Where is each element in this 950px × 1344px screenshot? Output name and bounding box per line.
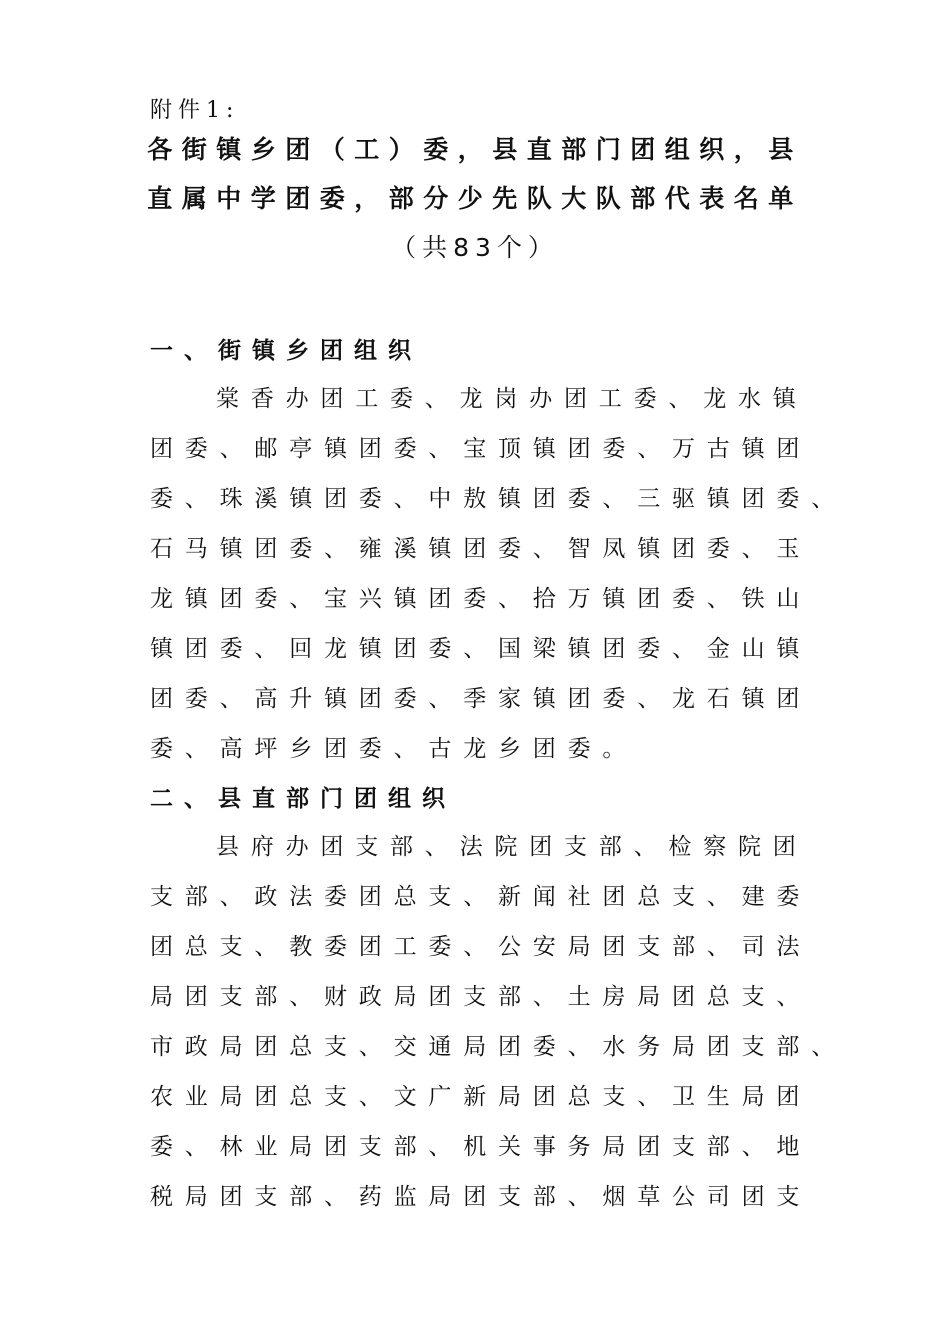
paragraph-line: 委、高坪乡团委、古龙乡团委。 (150, 736, 638, 762)
paragraph-line: 市政局团总支、交通局团委、水务局团支部、 (150, 1034, 846, 1060)
paragraph-line: 团委、高升镇团委、季家镇团委、龙石镇团 (150, 686, 812, 712)
paragraph-line: 团委、邮亭镇团委、宝顶镇团委、万古镇团 (150, 436, 812, 462)
paragraph-line: 委、林业局团支部、机关事务局团支部、地 (150, 1134, 812, 1160)
paragraph-line: 石马镇团委、雍溪镇团委、智凤镇团委、玉 (150, 536, 812, 562)
document-title-line-2: 直属中学团委，部分少先队大队部代表名单 (147, 184, 803, 213)
paragraph-line: 农业局团总支、文广新局团总支、卫生局团 (150, 1084, 812, 1110)
document-title-count: （共83个） (391, 233, 559, 262)
section-heading-towns: 一、街镇乡团组织 (150, 337, 422, 364)
attachment-label: 附件1: (150, 98, 240, 123)
paragraph-line: 委、珠溪镇团委、中敖镇团委、三驱镇团委、 (150, 486, 846, 512)
section-body-county-departments (150, 830, 950, 1230)
paragraph-line: 支部、政法委团总支、新闻社团总支、建委 (150, 884, 812, 910)
paragraph-line: 龙镇团委、宝兴镇团委、拾万镇团委、铁山 (150, 586, 812, 612)
paragraph-line: 税局团支部、药监局团支部、烟草公司团支 (150, 1184, 812, 1210)
paragraph-line: 县府办团支部、法院团支部、检察院团 (216, 834, 808, 860)
paragraph-line: 镇团委、回龙镇团委、国梁镇团委、金山镇 (150, 636, 812, 662)
section-body-towns (150, 382, 950, 782)
section-heading-county-departments: 二、县直部门团组织 (150, 785, 456, 812)
paragraph-line: 团总支、教委团工委、公安局团支部、司法 (150, 934, 812, 960)
paragraph-line: 局团支部、财政局团支部、土房局团总支、 (150, 984, 812, 1010)
paragraph-line: 棠香办团工委、龙岗办团工委、龙水镇 (216, 386, 808, 412)
document-title-line-1: 各街镇乡团（工）委，县直部门团组织，县 (147, 135, 803, 164)
